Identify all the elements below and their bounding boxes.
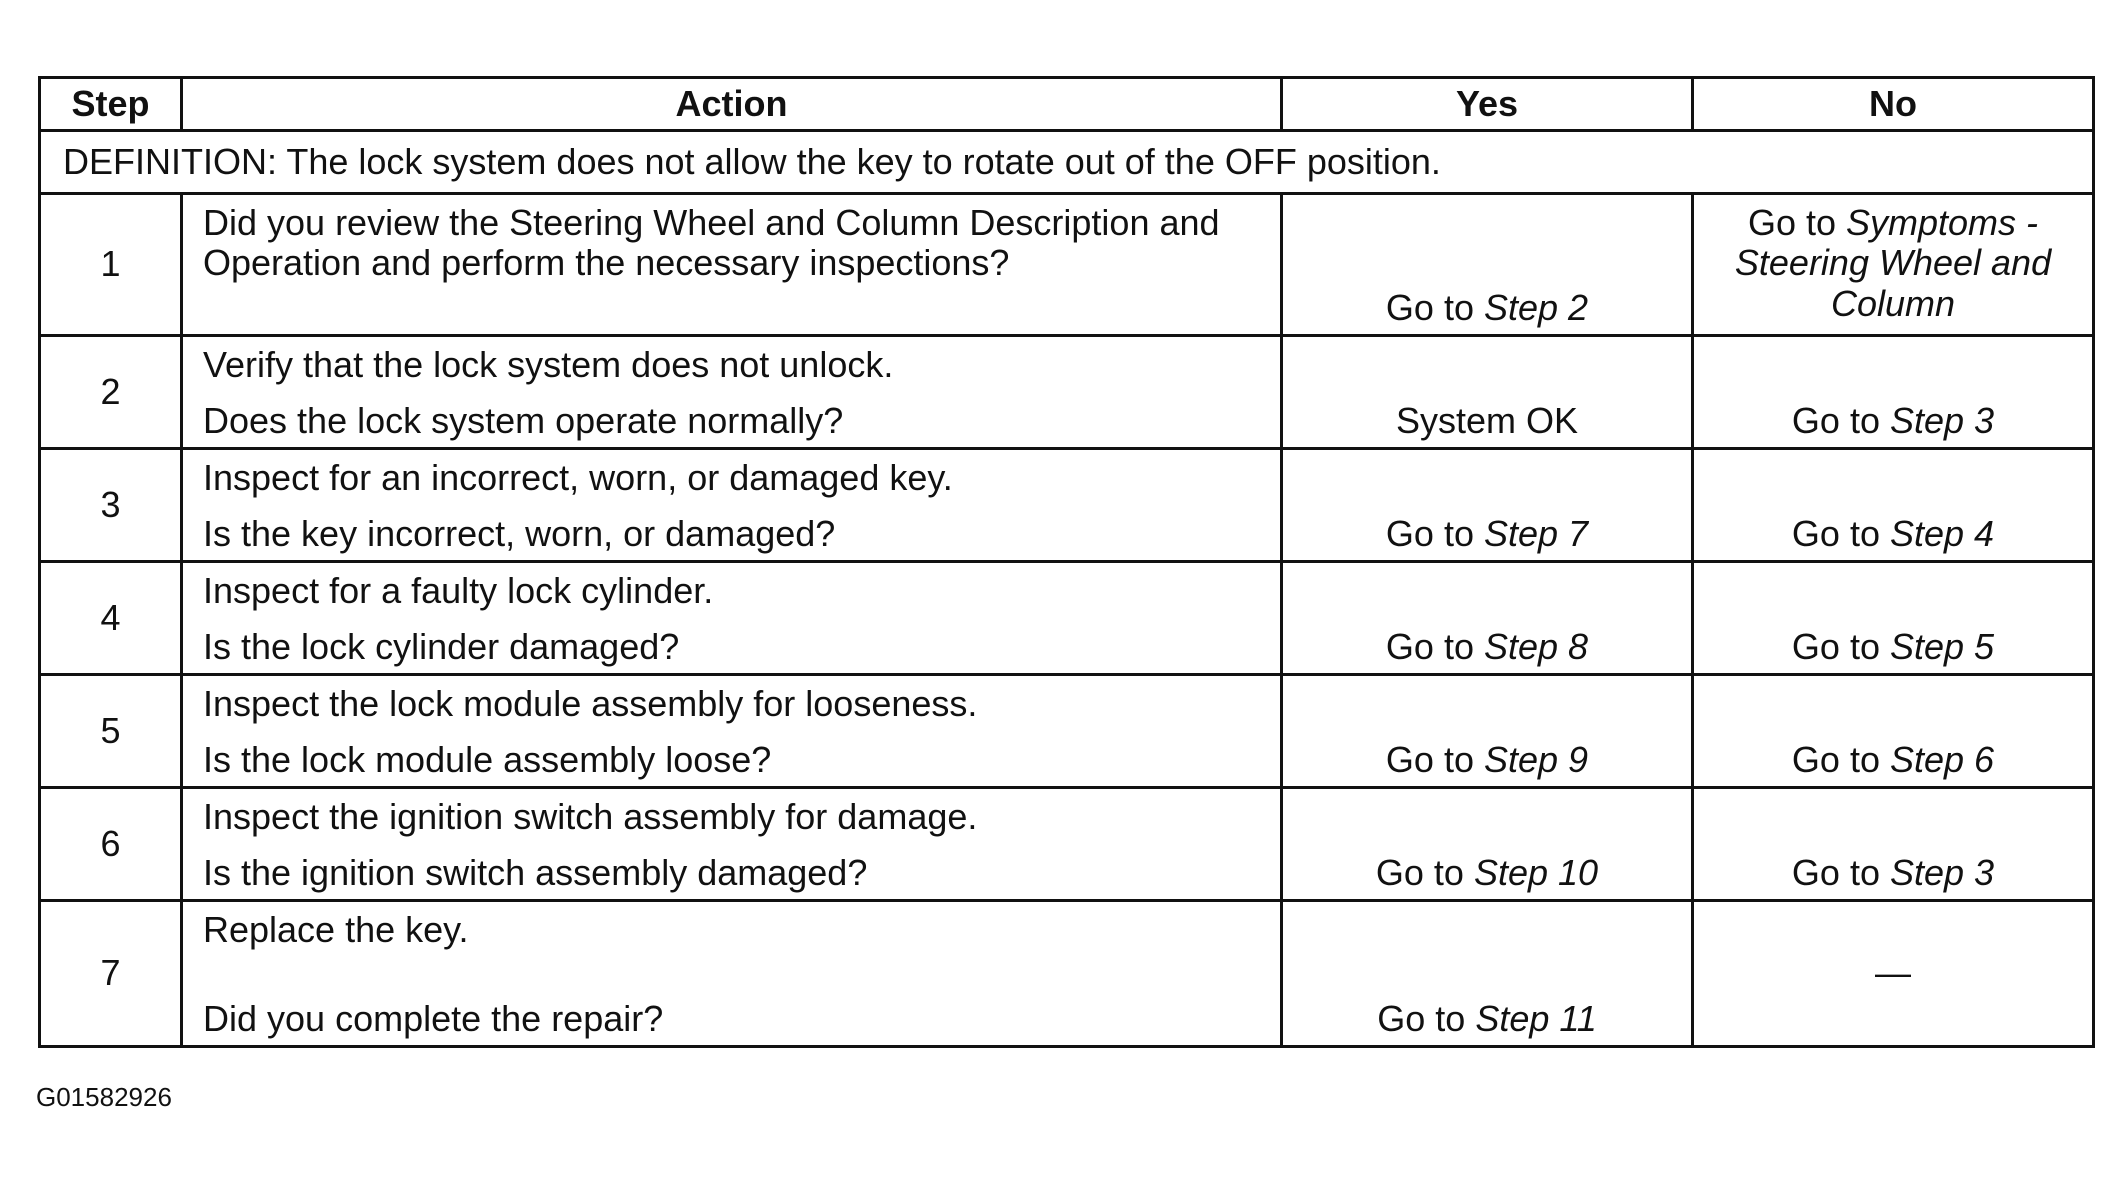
- step-number: 1: [40, 194, 182, 336]
- action-text: Inspect the ignition switch assembly for damage.: [203, 796, 978, 837]
- yes-step-link[interactable]: Step 2: [1483, 286, 1589, 328]
- yes-cell: [1282, 675, 1693, 788]
- step-number: 4: [40, 562, 182, 675]
- action-cell: [182, 788, 1282, 901]
- yes-cell: [1282, 562, 1693, 675]
- action-cell: [182, 449, 1282, 562]
- action-cell: [182, 562, 1282, 675]
- yes-step-link[interactable]: Step 10: [1473, 851, 1599, 893]
- header-row: [40, 78, 2094, 131]
- table-row: [40, 449, 2094, 562]
- no-cell: [1693, 562, 2094, 675]
- no-step-link[interactable]: Step 5: [1889, 625, 1995, 667]
- action-text: Did you review the Steering Wheel and Column Description and: [203, 202, 1220, 243]
- yes-prefix: Go to: [1377, 997, 1476, 1039]
- yes-prefix: Go to: [1385, 738, 1484, 780]
- header-yes: Yes: [1282, 78, 1693, 131]
- table-row: [40, 562, 2094, 675]
- yes-cell: [1282, 901, 1693, 1047]
- yes-result: System OK: [1395, 399, 1579, 441]
- action-text: Replace the key.: [203, 909, 469, 950]
- no-prefix: Go to: [1791, 625, 1890, 667]
- no-step-link[interactable]: Step 6: [1889, 738, 1995, 780]
- yes-cell: [1282, 336, 1693, 449]
- table-row: [40, 336, 2094, 449]
- no-cell: [1693, 788, 2094, 901]
- step-number: 7: [40, 901, 182, 1047]
- no-prefix: Go to: [1747, 202, 1847, 243]
- no-step-link[interactable]: Step 4: [1889, 512, 1995, 554]
- step-number: 3: [40, 449, 182, 562]
- step-number: 2: [40, 336, 182, 449]
- no-symptoms-link-cont[interactable]: Steering Wheel and: [1734, 242, 2052, 284]
- table-row: [40, 788, 2094, 901]
- no-symptoms-link-cont[interactable]: Column: [1830, 282, 1956, 324]
- yes-cell: [1282, 788, 1693, 901]
- definition-text: DEFINITION: The lock system does not allow the key to rotate out of the OFF position.: [40, 131, 2094, 194]
- no-cell: [1693, 675, 2094, 788]
- header-no: No: [1693, 78, 2094, 131]
- action-text: Inspect for a faulty lock cylinder.: [203, 570, 714, 611]
- header-action: Action: [182, 78, 1282, 131]
- action-text: Inspect for an incorrect, worn, or damaged key.: [203, 457, 953, 498]
- yes-step-link[interactable]: Step 8: [1483, 625, 1589, 667]
- no-prefix: Go to: [1791, 512, 1890, 554]
- table-row: [40, 675, 2094, 788]
- no-prefix: Go to: [1791, 738, 1890, 780]
- question-text: Is the lock module assembly loose?: [203, 738, 772, 780]
- no-cell: [1693, 194, 2094, 336]
- step-number: 6: [40, 788, 182, 901]
- figure-code: G01582926: [36, 1082, 172, 1112]
- table-row: [40, 194, 2094, 336]
- yes-step-link[interactable]: Step 11: [1475, 997, 1597, 1039]
- question-text: Did you complete the repair?: [203, 997, 664, 1039]
- yes-cell: [1282, 194, 1693, 336]
- yes-step-link[interactable]: Step 9: [1483, 738, 1589, 780]
- no-prefix: Go to: [1791, 851, 1890, 893]
- no-cell: [1693, 901, 2094, 1047]
- yes-cell: [1282, 449, 1693, 562]
- yes-prefix: Go to: [1375, 851, 1474, 893]
- action-cell: [182, 901, 1282, 1047]
- header-step: Step: [40, 78, 182, 131]
- yes-step-link[interactable]: Step 7: [1483, 512, 1589, 554]
- question-text: Does the lock system operate normally?: [203, 399, 844, 441]
- table-row: [40, 901, 2094, 1047]
- action-cell: [182, 194, 1282, 336]
- no-prefix: Go to: [1791, 399, 1890, 441]
- yes-prefix: Go to: [1385, 286, 1484, 328]
- yes-prefix: Go to: [1385, 512, 1484, 554]
- action-cell: [182, 675, 1282, 788]
- question-text: Is the ignition switch assembly damaged?: [203, 851, 868, 893]
- action-text: Inspect the lock module assembly for looseness.: [203, 683, 978, 724]
- no-step-link[interactable]: Step 3: [1889, 851, 1995, 893]
- no-cell: [1693, 336, 2094, 449]
- definition-row: [40, 131, 2094, 194]
- no-step-link[interactable]: Step 3: [1889, 399, 1995, 441]
- no-symptoms-link[interactable]: Symptoms -: [1846, 202, 2039, 243]
- diagnostic-table: [38, 76, 2095, 1048]
- no-dash: —: [1875, 952, 1911, 994]
- no-cell: [1693, 449, 2094, 562]
- yes-prefix: Go to: [1385, 625, 1484, 667]
- question-text: Is the key incorrect, worn, or damaged?: [203, 512, 836, 554]
- action-text: Operation and perform the necessary inspections?: [203, 242, 1010, 284]
- action-cell: [182, 336, 1282, 449]
- step-number: 5: [40, 675, 182, 788]
- action-text: Verify that the lock system does not unlock.: [203, 344, 894, 385]
- question-text: Is the lock cylinder damaged?: [203, 625, 680, 667]
